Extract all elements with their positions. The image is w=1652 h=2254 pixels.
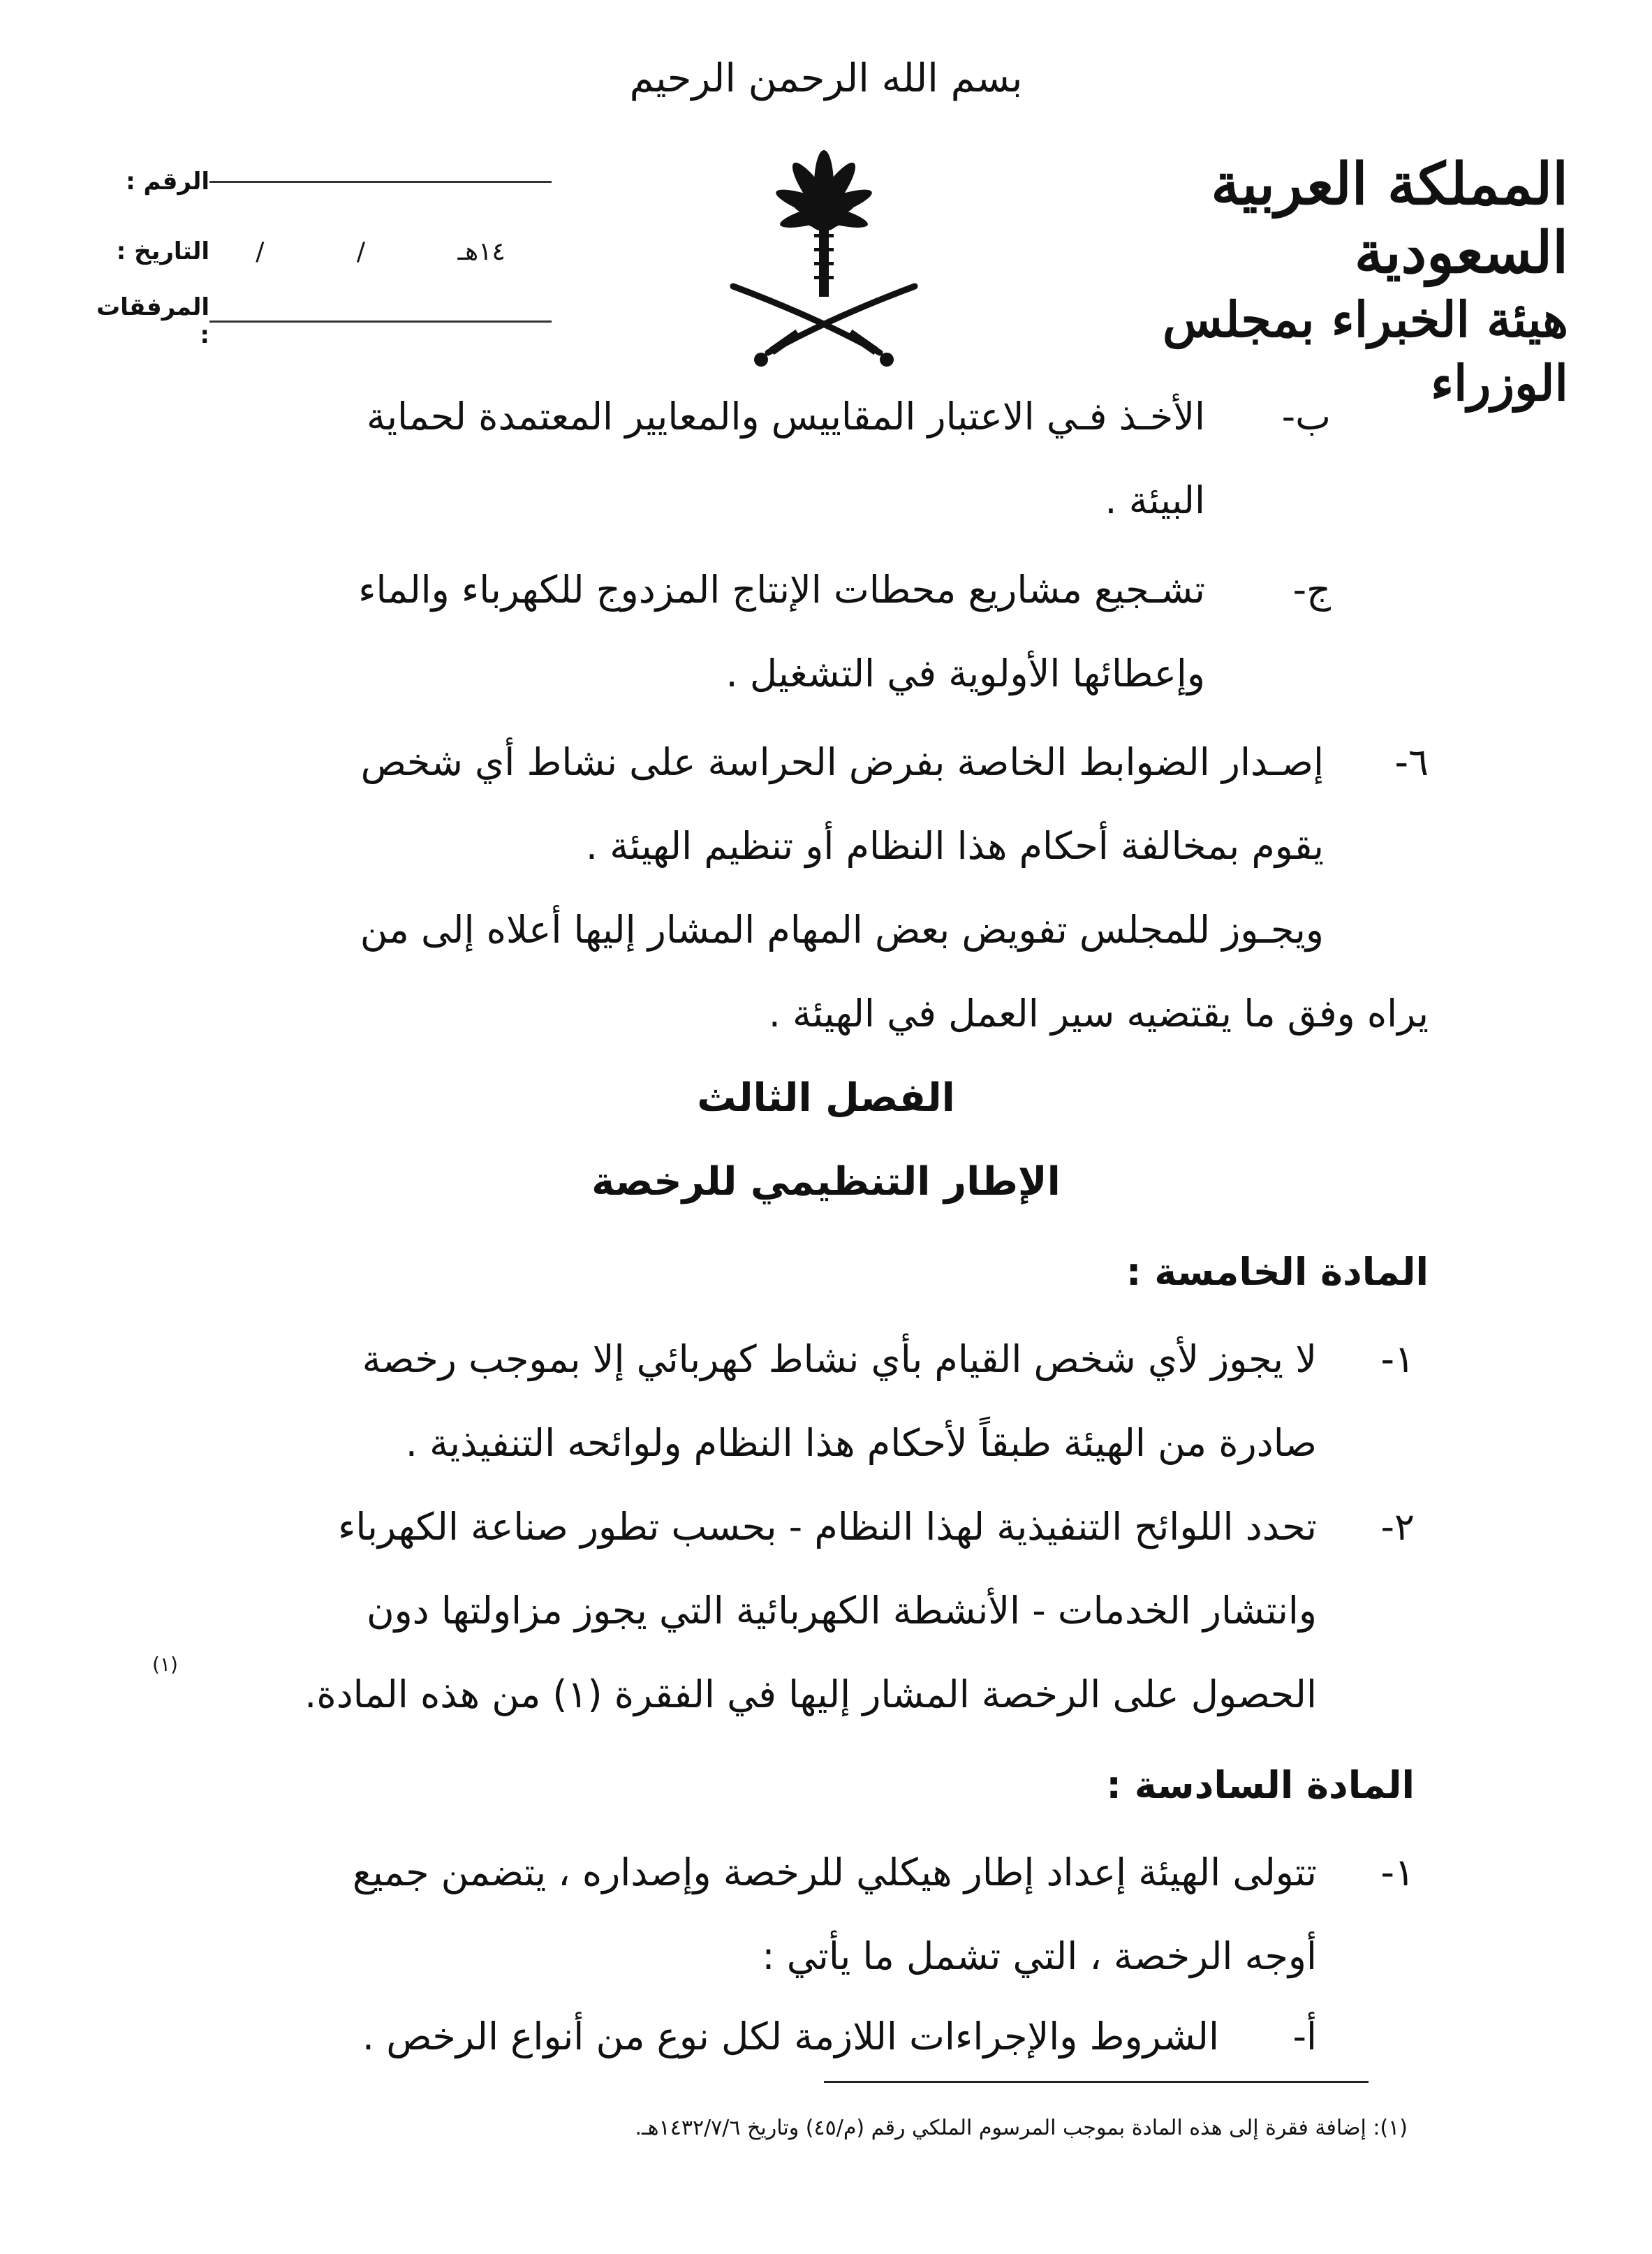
item-label: أ- bbox=[1292, 2014, 1317, 2058]
date-separator: / bbox=[356, 237, 366, 266]
footnote-text: (١): إضافة فقرة إلى هذه المادة بموجب المرسوم الملكي رقم (م/٤٥) وتاريخ ١٤٣٢/٧/٦هـ. bbox=[635, 2116, 1408, 2140]
chapter-title: الإطار التنظيمي للرخصة bbox=[591, 1159, 1061, 1205]
paragraph-text: ويجـوز للمجلس تفويض بعض المهام المشار إليها أعلاه إلى من bbox=[360, 908, 1324, 952]
footnote-reference: (١) bbox=[152, 1653, 178, 1676]
item-text: صادرة من الهيئة طبقاً لأحكام هذا النظام ولوائحه التنفيذية . bbox=[405, 1421, 1317, 1465]
item-text: أوجه الرخصة ، التي تشمل ما يأتي : bbox=[762, 1934, 1317, 1978]
date-separator: / bbox=[256, 237, 265, 266]
item-text: إصـدار الضوابط الخاصة بفرض الحراسة على نشاط أي شخص bbox=[360, 740, 1324, 784]
footnote-separator bbox=[824, 2081, 1369, 2083]
item-text: الأخـذ فـي الاعتبار المقاييس والمعايير المعتمدة لحماية bbox=[367, 395, 1205, 439]
item-text: وإعطائها الأولوية في التشغيل . bbox=[725, 651, 1205, 695]
item-label: ٦- bbox=[1394, 740, 1429, 784]
date-label: التاريخ : bbox=[116, 237, 209, 265]
item-label: ١- bbox=[1380, 1337, 1415, 1381]
reference-number-label: الرقم : bbox=[126, 168, 209, 196]
item-text: الحصول على الرخصة المشار إليها في الفقرة (١) من هذه المادة. bbox=[304, 1672, 1317, 1716]
item-text: لا يجوز لأي شخص القيام بأي نشاط كهربائي إلا بموجب رخصة bbox=[362, 1337, 1317, 1381]
article-heading: المادة السادسة : bbox=[1106, 1763, 1415, 1807]
item-text: البيئة . bbox=[1105, 478, 1205, 522]
item-label: ج- bbox=[1292, 568, 1331, 612]
item-text: تتولى الهيئة إعداد إطار هيكلي للرخصة وإصداره ، يتضمن جميع bbox=[352, 1850, 1317, 1894]
chapter-heading: الفصل الثالث bbox=[697, 1075, 955, 1121]
item-text: يقوم بمخالفة أحكام هذا النظام أو تنظيم الهيئة . bbox=[585, 824, 1324, 868]
item-label: ب- bbox=[1281, 395, 1331, 439]
item-text: تشـجيع مشاريع محطات الإنتاج المزدوج للكهرباء والماء bbox=[358, 568, 1205, 612]
date-hijri-suffix: ١٤هـ bbox=[457, 237, 506, 266]
item-label: ١- bbox=[1380, 1850, 1415, 1894]
kingdom-name: المملكة العربية السعودية bbox=[1211, 151, 1568, 287]
item-label: ٢- bbox=[1380, 1505, 1415, 1549]
item-text: وانتشار الخدمات - الأنشطة الكهربائية التي يجوز مزاولتها دون bbox=[366, 1589, 1317, 1633]
paragraph-text: يراه وفق ما يقتضيه سير العمل في الهيئة . bbox=[768, 992, 1429, 1036]
article-heading: المادة الخامسة : bbox=[1126, 1250, 1429, 1294]
item-text: تحدد اللوائح التنفيذية لهذا النظام - بحسب تطور صناعة الكهرباء bbox=[338, 1505, 1317, 1549]
attachments-label: المرفقات : bbox=[96, 293, 209, 349]
authority-name: هيئة الخبراء بمجلس الوزراء bbox=[1162, 290, 1568, 412]
basmala: بسم الله الرحمن الرحيم bbox=[629, 56, 1023, 101]
item-text: الشروط والإجراءات اللازمة لكل نوع من أنواع الرخص . bbox=[362, 2014, 1219, 2058]
